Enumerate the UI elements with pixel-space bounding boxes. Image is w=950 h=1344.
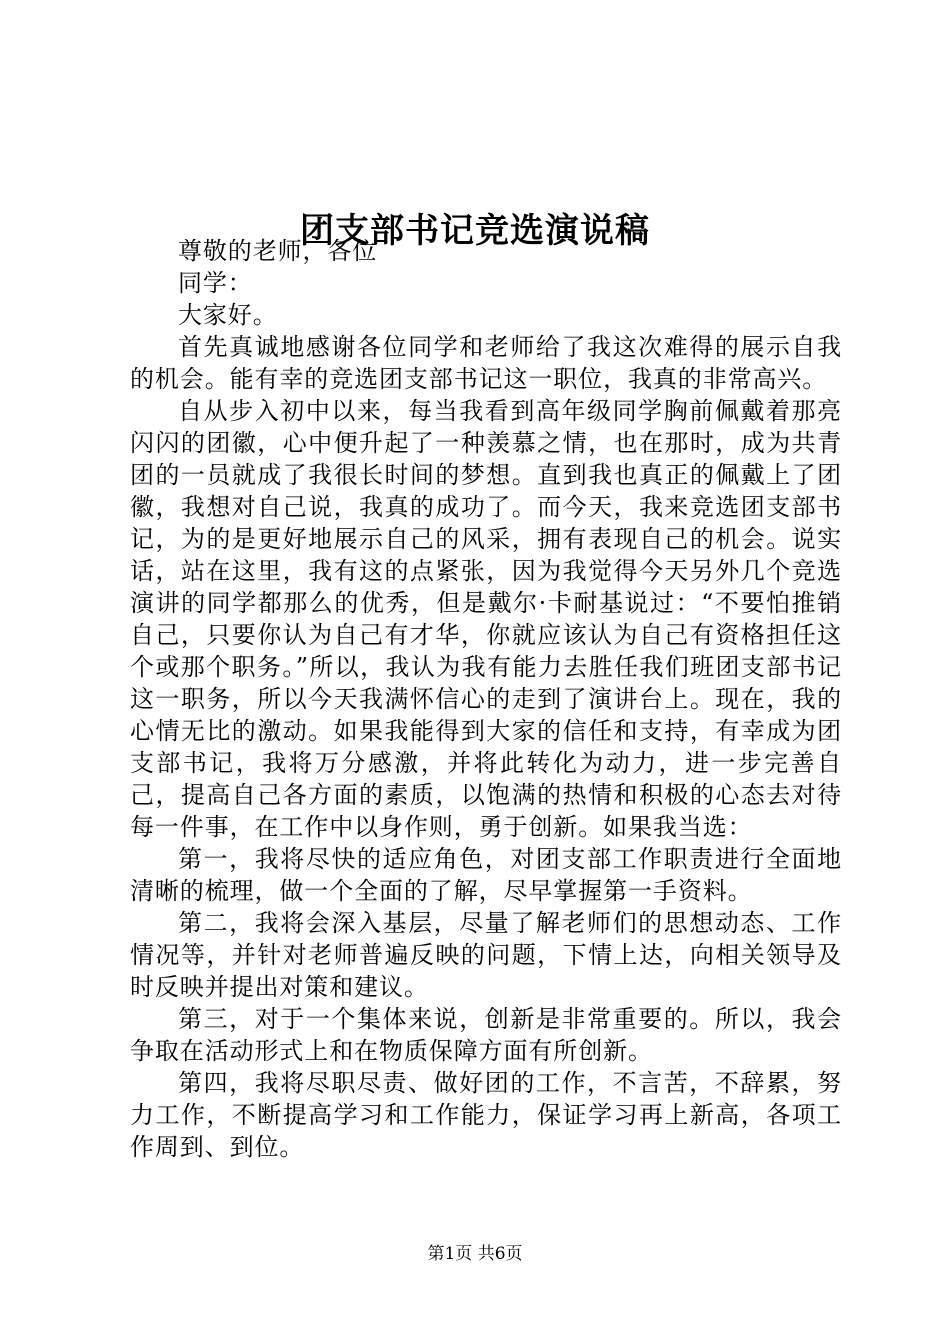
document-title: 团支部书记竞选演说稿 xyxy=(300,210,650,251)
paragraph-point-2: 第二，我将会深入基层，尽量了解老师们的思想动态、工作情况等，并针对老师普遍反映的问题，下情上达，向相关领导及时反映并提出对策和建议。 xyxy=(130,909,842,1001)
paragraph-salutation-1: 尊敬的老师，各位 xyxy=(178,237,378,265)
paragraph-point-1: 第一，我将尽快的适应角色，对团支部工作职责进行全面地清晰的梳理，做一个全面的了解，尽早掌握第一手资料。 xyxy=(130,845,842,905)
paragraph-point-3: 第三，对于一个集体来说，创新是非常重要的。所以，我会争取在活动形式上和在物质保障方面有所创新。 xyxy=(130,1005,842,1065)
paragraph-greeting: 大家好。 xyxy=(178,301,278,329)
paragraph-thanks: 首先真诚地感谢各位同学和老师给了我这次难得的展示自我的机会。能有幸的竞选团支部书记这一职位，我真的非常高兴。 xyxy=(130,333,842,393)
page-number-footer: 第1页 共6页 xyxy=(427,1244,523,1264)
paragraph-salutation-2: 同学： xyxy=(178,269,253,297)
document-body xyxy=(130,235,842,1163)
paragraph-motivation: 自从步入初中以来，每当我看到高年级同学胸前佩戴着那亮闪闪的团徽，心中便升起了一种羡慕之情，也在那时，成为共青团的一员就成了我很长时间的梦想。直到我也真正的佩戴上了团徽，我想对自己说，我真的成功了。而今天，我来竞选团支部书记，为的是更好地展示自己的风采，拥有表现自己的机会。说实话，站在这里，我有这的点紧张，因为我觉得今天另外几个竞选演讲的同学都那么的优秀，但是戴尔·卡耐基说过：“不要怕推销自己，只要你认为自己有才华，你就应该认为自己有资格担任这个或那个职务。”所以，我认为我有能力去胜任我们班团支部书记这一职务，所以今天我满怀信心的走到了演讲台上。现在，我的心情无比的激动。如果我能得到大家的信任和支持，有幸成为团支部书记，我将万分感激，并将此转化为动力，进一步完善自己，提高自己各方面的素质，以饱满的热情和积极的心态去对待每一件事，在工作中以身作则，勇于创新。如果我当选： xyxy=(130,397,842,841)
paragraph-point-4: 第四，我将尽职尽责、做好团的工作，不言苦，不辞累，努力工作，不断提高学习和工作能力，保证学习再上新高，各项工作周到、到位。 xyxy=(130,1069,842,1161)
